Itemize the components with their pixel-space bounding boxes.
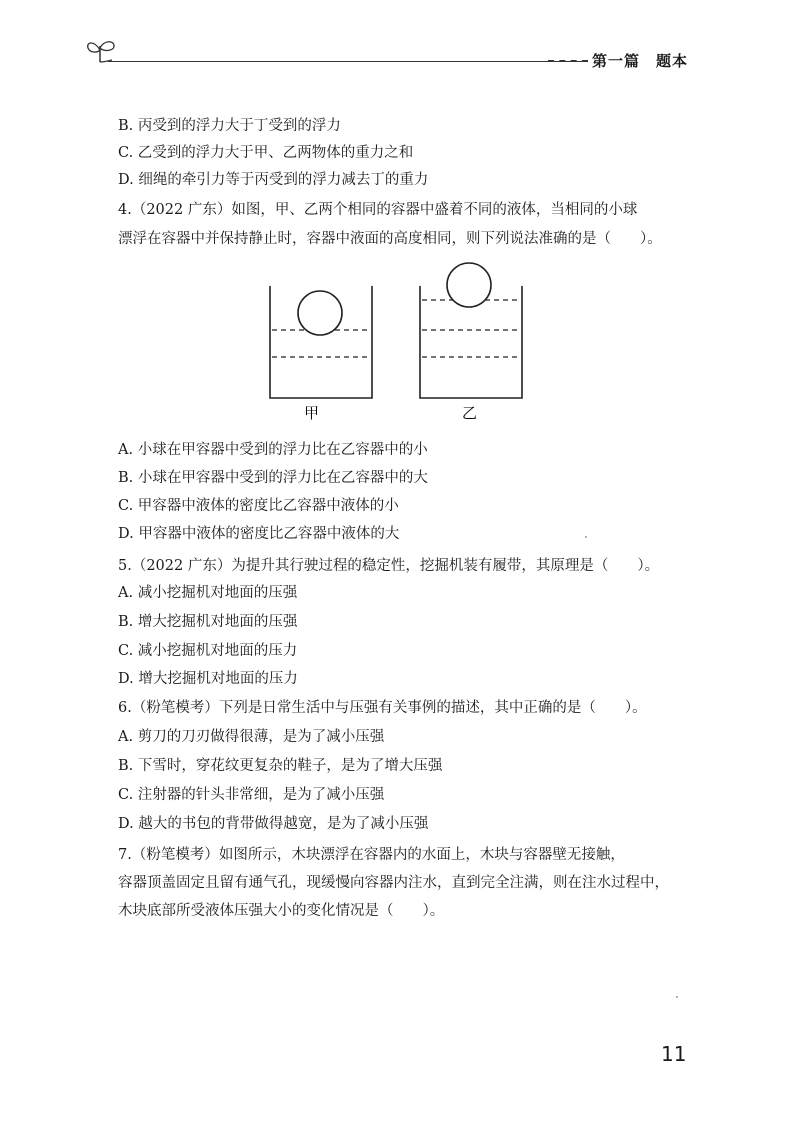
- option-line: D. 增大挖掘机对地面的压力: [118, 671, 298, 687]
- option-line: D. 越大的书包的背带做得越宽，是为了减小压强: [118, 816, 429, 832]
- containers-figure: [262, 258, 532, 430]
- option-line: B. 下雪时，穿花纹更复杂的鞋子，是为了增大压强: [118, 758, 443, 774]
- option-line: D. 甲容器中液体的密度比乙容器中液体的大: [118, 526, 400, 542]
- option-line: A. 小球在甲容器中受到的浮力比在乙容器中的小: [118, 442, 428, 458]
- option-line: D. 细绳的牵引力等于丙受到的浮力减去丁的重力: [118, 172, 429, 188]
- page-number: 11: [661, 1042, 687, 1066]
- container-jia: [270, 286, 372, 398]
- option-line: B. 丙受到的浮力大于丁受到的浮力: [118, 118, 341, 134]
- question-line: 6.（粉笔模考）下列是日常生活中与压强有关事例的描述，其中正确的是（ ）。: [118, 700, 647, 716]
- question-line: 漂浮在容器中并保持静止时，容器中液面的高度相同，则下列说法准确的是（ ）。: [118, 231, 662, 247]
- option-line: A. 减小挖掘机对地面的压强: [118, 585, 298, 601]
- label-jia: 甲: [304, 404, 320, 422]
- option-line: C. 注射器的针头非常细，是为了减小压强: [118, 787, 385, 803]
- option-line: C. 乙受到的浮力大于甲、乙两物体的重力之和: [118, 145, 414, 161]
- scan-speck: [676, 996, 678, 998]
- question-line: 容器顶盖固定且留有通气孔，现缓慢向容器内注水，直到完全注满，则在注水过程中，: [118, 875, 669, 891]
- scan-speck: [585, 536, 587, 538]
- question-line: 5.（2022 广东）为提升其行驶过程的稳定性，挖掘机装有履带，其原理是（ ）。: [118, 558, 660, 574]
- container-yi: [420, 263, 522, 398]
- option-line: B. 增大挖掘机对地面的压强: [118, 614, 298, 630]
- question-line: 木块底部所受液体压强大小的变化情况是（ ）。: [118, 903, 445, 919]
- question-line: 4.（2022 广东）如图，甲、乙两个相同的容器中盛着不同的液体，当相同的小球: [118, 202, 638, 218]
- page-header: [0, 0, 800, 80]
- option-line: B. 小球在甲容器中受到的浮力比在乙容器中的大: [118, 470, 428, 486]
- option-line: C. 甲容器中液体的密度比乙容器中液体的小: [118, 498, 399, 514]
- option-line: A. 剪刀的刀刃做得很薄，是为了减小压强: [118, 729, 385, 745]
- label-yi: 乙: [462, 404, 478, 422]
- option-line: C. 减小挖掘机对地面的压力: [118, 643, 298, 659]
- header-rule-accent: [548, 60, 588, 62]
- section-title: 第一篇 题本: [592, 52, 689, 70]
- question-line: 7.（粉笔模考）如图所示，木块漂浮在容器内的水面上，木块与容器壁无接触，: [118, 847, 625, 863]
- header-rule: [108, 61, 588, 62]
